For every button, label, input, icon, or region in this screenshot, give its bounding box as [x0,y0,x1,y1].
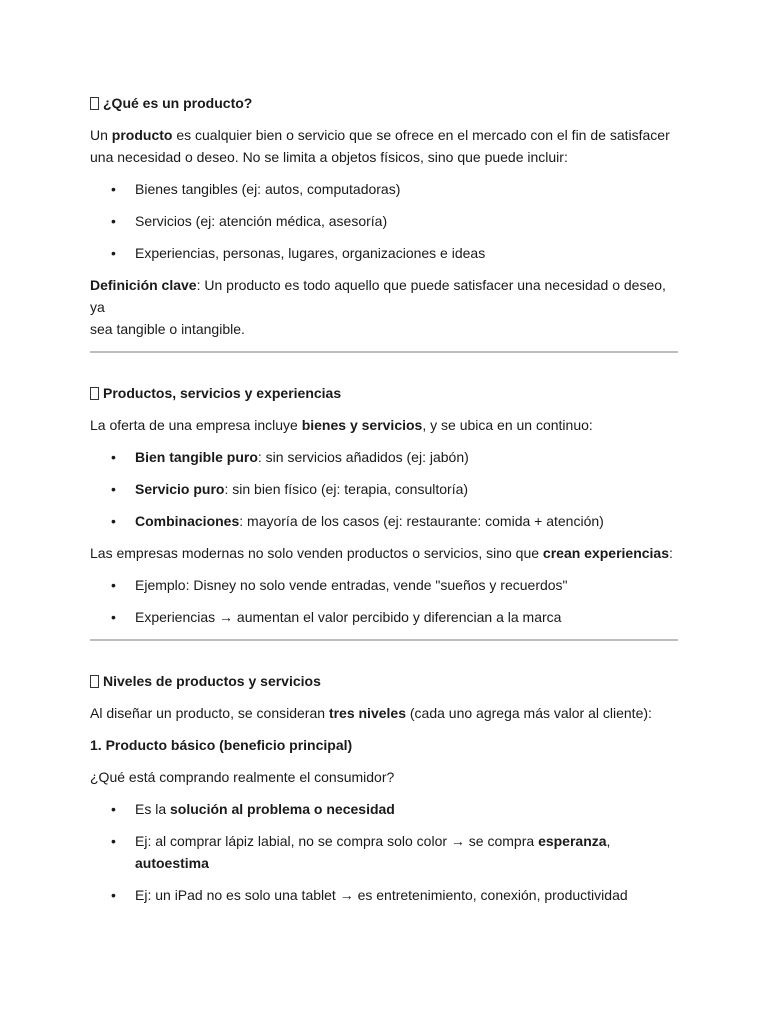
list-producto-basico [90,798,680,906]
paragraph-pregunta: ¿Qué está comprando realmente el consumidor? [90,769,395,785]
list-continuo [90,446,680,532]
section-heading-niveles: Niveles de productos y servicios [90,670,680,692]
list-item: • Ej: al comprar lápiz labial, no se compra solo color → se compra esperanza, autoestima [90,830,680,874]
emoji-placeholder-icon [90,387,99,400]
emoji-placeholder-icon [90,97,99,110]
list-item: • Bien tangible puro: sin servicios añadidos (ej: jabón) [90,446,680,468]
emoji-placeholder-icon [90,675,99,688]
paragraph-producto-intro: Un producto es cualquier bien o servicio que se ofrece en el mercado con el fin de satisfacer una necesidad o deseo. No se limita a objetos físicos, sino que puede incluir: [90,127,670,165]
list-item: • Combinaciones: mayoría de los casos (ej: restaurante: comida + atención) [90,510,680,532]
document-body [90,92,680,906]
list-item: • Ej: un iPad no es solo una tablet → es entretenimiento, conexión, productividad [90,884,680,906]
paragraph-definicion-clave: Definición clave: Un producto es todo aquello que puede satisfacer una necesidad o deseo, ya sea tangible o intangible. [90,277,666,337]
list-item: • Servicios (ej: atención médica, asesoría) [90,210,680,232]
list-item: • Experiencias, personas, lugares, organizaciones e ideas [90,242,680,264]
list-item: • Experiencias → aumentan el valor percibido y diferencian a la marca [90,606,680,628]
list-item: • Servicio puro: sin bien físico (ej: terapia, consultoría) [90,478,680,500]
list-item: • Es la solución al problema o necesidad [90,798,680,820]
list-item: • Bienes tangibles (ej: autos, computadoras) [90,178,680,200]
list-tipos-producto [90,178,680,264]
section-heading-producto: ¿Qué es un producto? [90,92,680,114]
section-heading-servicios: Productos, servicios y experiencias [90,382,680,404]
list-experiencias [90,574,680,628]
paragraph-niveles-intro: Al diseñar un producto, se consideran tres niveles (cada uno agrega más valor al cliente): [90,705,652,721]
list-item: • Ejemplo: Disney no solo vende entradas, vende "sueños y recuerdos" [90,574,680,596]
paragraph-oferta: La oferta de una empresa incluye bienes y servicios, y se ubica en un continuo: [90,417,593,433]
paragraph-experiencias: Las empresas modernas no solo venden productos o servicios, sino que crean experiencias: [90,545,673,561]
subheading-producto-basico: 1. Producto básico (beneficio principal) [90,737,353,753]
